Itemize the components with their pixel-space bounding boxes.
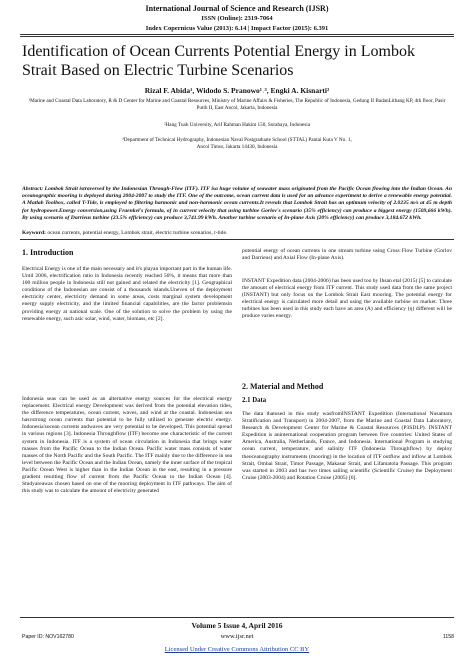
section-heading-introduction: 1. Introduction: [22, 248, 74, 257]
article-title: Identification of Ocean Currents Potential Energy in Lombok Strait Based on Electric Turbine Scenarios: [22, 43, 415, 79]
right-paragraph-2: INSTANT Expedition data (2004-2006) has been used too by Ihsan etal (2015) [5] to calculate the amount of electrical energy from ITF current. This study used data from the same project (INSTANT) but only focus on the Lombok Strait East mooring. The potential energy for electrical energy is calculated more detail and using the available turbine on market. Three turbines has been used in this study each have an area (A) and efficiency (η) different will be produce varies energy.: [242, 278, 452, 320]
paper-id: Paper ID: NOV162780: [22, 634, 74, 640]
subsection-heading-data: 2.1 Data: [242, 397, 267, 404]
keywords-list: ocean currents, potential energy, Lombok strait, electric turbine scenarios, t-tide.: [45, 230, 228, 236]
journal-name: International Journal of Science and Research (IJSR): [145, 4, 329, 13]
index-impact: Index Copernicus Value (2013): 6.14 | Impact Factor (2015): 6.391: [145, 25, 329, 32]
page-number: 1158: [442, 634, 454, 640]
right-paragraph-1: potential energy of ocean currents in one stream turbine using Cross Flow Turbine (Gorlov and Darrieus) and Axial Flow (In-plane Axis).: [242, 248, 452, 262]
affiliation-2: ²Hang Tuah University, Arif Rahman Hakim 150, Surabaya, Indonesia: [163, 122, 310, 128]
intro-paragraph-2: Indonesia seas can be used as an alternative energy sources for the electrical energy replacement. Electrical energy Development was derived from the potential elevation tides, the difference temperatures, ocean current, waves, and wind at the coastal. Indonesian sea hasvstrong ocean currents that potential to be fully utilized to generate electric energy. Indonesia'socean currents andwaves are very potential to be developed. This potential spread in various regions [3]. Indonesia Throughflow (ITF) become one characteristic of the current system in Indonesia. ITF is a system of ocean circulation in Indonesia that brings water masses from the Pacific Ocean to the Indian Ocean. Pacific water mass consists of water masses of the North Pacific and the South Pacific. The ITF mainly due to the difference in sea level between the Pacific Ocean and the Indian Ocean, namely the inner surface of the tropical Pacific Ocean West is higher than in the Indian Ocean in the east, resulting in a pressure gradient resulting flow of current from the Pacific Ocean to the Indian Ocean [4]. Studyareawas chosen based on one of the mooring deployment in ITF pathways. The aim of this study was to calculate the amount of electricity generated: [22, 396, 232, 495]
section-heading-material-method: 2. Material and Method: [242, 382, 324, 391]
footer-rule: [20, 617, 454, 618]
data-paragraph: The data thatused in this study wasfromINSTANT Expedition (International Nusantara Stratification and Transport) in 2004-2007, from the Marine and Coastal Data Laboratory, Research & Development Center for Marine & Coastal Resources (P3SDLP). INSTANT Expedition is aninternational cooperation program between five countries: United States of America, Australia, Netherlands, France, and Indonesia. International Program is studying ocean current, temperature, and salinity ITF (Indonesia Throughflow) by deploy theoceanography instruments (mooring) in the location of ITF outflow and inflow at Lombok Strait, Ombai Strait, Timor Passage, Makasar Strait, and Lifamatola Passage. This program was started in 2003 and has two times sailing scientific (Scientific Cruise) the Deployment Cruise (2003-2004) and Rotation Cruise (2005) [6].: [242, 411, 452, 481]
abstract: Abstract: Lombok Strait istraversed by the Indonesian Through-Flow (ITF). ITF isa huge volume of seawater mass originated from the Pacific Ocean flowing into the Indian Ocean. An oceanographic mooring is deployed during 2004-2007 to study the ITF. One of the outcome, ocean current data is used for an advance experiment to derive a renewable energy potential. A Matlab Toolbox, called T-Tide, is employed to filtering harmonic and non-harmonic ocean currents.It reveals that Lombok Strait has an optimum velocity of 2.0235 m/s at 45 m depth for hydropower.Energy conversion,using Fraenkel's formula, of in current velocity that using turbine Gorlov's scenario (35% efficiency) can produce a biggest energy (1509,666 kWh). By using scenario of Darrieus turbine (23.5% efficiency) can produce 3,741.99 kWh. Another turbine scenario of In-plane Axis (20% efficiency) can produce 3,184.672 kWh.: [22, 186, 452, 221]
license-link[interactable]: Licensed Under Creative Commons Attribution CC BY: [164, 646, 310, 653]
volume-issue: Volume 5 Issue 4, April 2016: [191, 621, 283, 630]
issn: ISSN (Online): 2319-7064: [201, 15, 273, 22]
affiliation-1: ¹Marine and Coastal Data Laboratory, R & D Center for Marine and Coastal Resources, Ministry of Marine Affairs & Fisheries, The Republic of Indonesia, Gedung II BadanLitbang KP, 4th floor, Pasir Putih II, East Ancol, Jakarta, Indonesia: [28, 98, 446, 111]
header-rule-2: [20, 36, 454, 37]
keywords-label: Keyword:: [22, 230, 46, 236]
authors-line: Rizal F. Abida¹, Widodo S. Pranowo¹˒³, Engki A. Kisnarti²: [144, 86, 330, 95]
section-rule: [20, 239, 454, 240]
intro-paragraph-1: Electrical Energy is one of the main necessary and it's playan important part in the human life. Until 2006, electrification ratio in Indonesia recently reached 56%, it means that more than 100 million people in Indonesia still not gained and related the electricity [1]. Geographical conditions of the Indonesian are consist of a thousands islands.Uneven of the deployment electricity center, electricity demand in some areas, costs marginal system development energy supply electricity, and the limited financial capabilities, are the factor problemsin providing energy at national scale. One of the solution to solve the problem by using the renewable energy, such asic solar, wind, water, biomass, etc [2].: [22, 266, 232, 322]
keywords: [22, 230, 452, 237]
affiliation-3: ³Department of Technical Hydrography, Indonesian Naval Postgraduate School (STTAL) Pantai Kuta V No. 1, Ancol Timur, Jakarta 14430, Indonesia: [122, 137, 352, 150]
journal-url[interactable]: www.ijsr.net: [220, 633, 254, 640]
header-rule: [20, 34, 454, 35]
